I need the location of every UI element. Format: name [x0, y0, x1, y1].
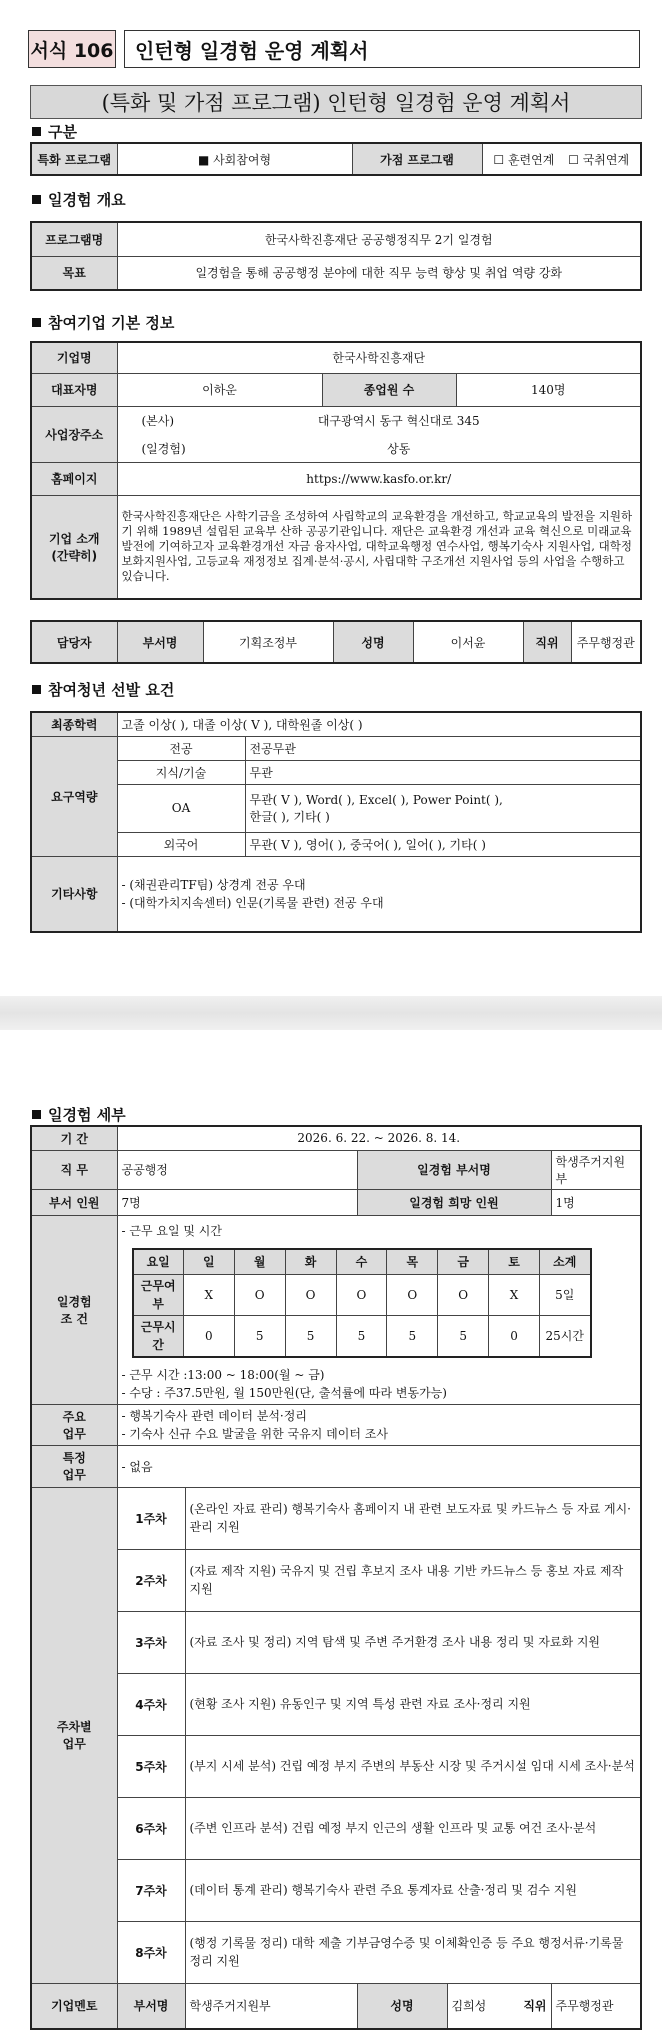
conditions-value: - 근무 요일 및 시간 요일 일 월 화 수 목 금 토 소계 근무여부 X O O O O O X 5일 근무시간 0 5 5 5 5 5 0 25시간 - 근무 시간 :13:00 ~ 18:00(월 ~ 금) - 수당 : 주37.5만원, 월 150만원(단, 출석률에 따라 변동가능): [117, 1215, 641, 1404]
weekly-task-row: [31, 1921, 641, 1983]
homepage-link[interactable]: https://www.kasfo.or.kr/: [117, 462, 641, 495]
etc-label: 기타사항: [31, 856, 117, 932]
page-2: [0, 1030, 662, 2017]
bonus-program-label: 가점 프로그램: [352, 143, 482, 175]
contact-position-value: 주무행정관: [571, 621, 641, 663]
site-label: (일경험): [141, 441, 186, 456]
weekly-task-row: [31, 1735, 641, 1797]
week-number: 8주차: [117, 1921, 185, 1983]
oa-value: 무관( V ), Word( ), Excel( ), Power Point( ), 한글( ), 기타( ): [245, 784, 641, 832]
skill-label: 지식/기술: [117, 760, 245, 784]
job-label: 직 무: [31, 1150, 117, 1189]
main-duty-label: 주요 업무: [31, 1404, 117, 1445]
desired-count-value: 1명: [551, 1189, 641, 1215]
site-address: 상동: [387, 441, 411, 456]
week-number: 2주차: [117, 1549, 185, 1611]
schedule-header-cell: 요일: [133, 1249, 184, 1275]
section-company: 참여기업 기본 정보: [32, 312, 174, 333]
detail-table: [30, 1125, 642, 2030]
etc-value: - (채권관리TF팀) 상경계 전공 우대 - (대학가치지속센터) 인문(기록물 관련) 전공 우대: [117, 856, 641, 932]
period-value: 2026. 6. 22. ~ 2026. 8. 14.: [117, 1126, 641, 1150]
section-selection: 참여청년 선발 요건: [32, 679, 174, 700]
homepage-label: 홈페이지: [31, 462, 117, 495]
language-value: 무관( V ), 영어( ), 중국어( ), 일어( ), 기타( ): [245, 832, 641, 856]
hq-label: (본사): [141, 413, 175, 428]
document-title: (특화 및 가점 프로그램) 인턴형 일경험 운영 계획서: [30, 85, 642, 119]
schedule-header-cell: 화: [285, 1249, 336, 1275]
schedule-header-cell: 수: [336, 1249, 387, 1275]
hq-address: 대구광역시 동구 혁신대로 345: [317, 413, 480, 428]
desired-count-label: 일경험 희망 인원: [357, 1189, 551, 1215]
week-number: 3주차: [117, 1611, 185, 1673]
program-name-label: 프로그램명: [31, 222, 117, 256]
job-value: 공공행정: [117, 1150, 357, 1189]
bullet-square-icon: [32, 1110, 41, 1119]
form-header: [28, 30, 640, 68]
week-number: 1주차: [117, 1487, 185, 1549]
schedule-header-cell: 목: [387, 1249, 438, 1275]
schedule-cell: O: [234, 1274, 285, 1315]
schedule-header-cell: 토: [489, 1249, 540, 1275]
company-name-value: 한국사학진흥재단: [117, 342, 641, 373]
company-intro-label: 기업 소개 (간략히): [31, 495, 117, 599]
selection-table: [30, 711, 642, 933]
bonus-program-options: [482, 143, 641, 175]
schedule-cell: X: [183, 1274, 234, 1315]
oa-label: OA: [117, 784, 245, 832]
week-task: (부지 시세 분석) 건립 예정 부지 주변의 부동산 시장 및 주거시설 임대 시세 조사·분석: [185, 1735, 641, 1797]
category-table: [30, 142, 642, 176]
company-intro-value: 한국사학진흥재단은 사학기금을 조성하여 사립학교의 교육환경을 개선하고, 학교교육의 발전을 지원하기 위해 1989년 설립된 교육부 산하 공공기관입니다. 재단은 교육환경 개선과 교육 혁신으로 미래교육 발전에 기여하고자 교육환경개선 자금 융자사업, 대학교육행정 연수사업, 행복기숙사 지원사업, 대학정보화지원사업, 고등교육 재정정보 집계·분석·공시, 사립대학 구조개선 지원사업 등의 사업을 수행하고 있습니다.: [117, 495, 641, 599]
skill-value: 무관: [245, 760, 641, 784]
bullet-square-icon: [32, 685, 41, 694]
form-number: 서식 106: [28, 30, 116, 68]
schedule-cell: O: [285, 1274, 336, 1315]
schedule-cell: 5: [234, 1315, 285, 1357]
employee-count-label: 종업원 수: [322, 373, 456, 406]
address-value: [117, 406, 641, 462]
competency-label: 요구역량: [31, 736, 117, 856]
mentor-dept-value: 학생주거지원부: [185, 1983, 357, 2029]
schedule-cell: 25시간: [540, 1315, 591, 1357]
goal-value: 일경험을 통해 공공행정 분야에 대한 직무 능력 향상 및 취업 역량 강화: [117, 256, 641, 290]
period-label: 기 간: [31, 1126, 117, 1150]
schedule-cell: 0: [183, 1315, 234, 1357]
schedule-row-label: 근무여부: [133, 1274, 184, 1315]
week-task: (온라인 자료 관리) 행복기숙사 홈페이지 내 관련 보도자료 및 카드뉴스 등 자료 게시·관리 지원: [185, 1487, 641, 1549]
schedule-cell: 5일: [540, 1274, 591, 1315]
staff-label: 부서 인원: [31, 1189, 117, 1215]
address-label: 사업장주소: [31, 406, 117, 462]
language-label: 외국어: [117, 832, 245, 856]
schedule-header-cell: 월: [234, 1249, 285, 1275]
week-task: (현황 조사 지원) 유동인구 및 지역 특성 관련 자료 조사·정리 지원: [185, 1673, 641, 1735]
schedule-table: [132, 1248, 592, 1358]
schedule-cell: O: [438, 1274, 489, 1315]
bullet-square-icon: [32, 127, 41, 136]
week-task: (데이터 통계 관리) 행복기숙사 관련 주요 통계자료 산출·정리 및 검수 지원: [185, 1859, 641, 1921]
conditions-label: 일경험 조 건: [31, 1215, 117, 1404]
special-duty-label: 특정 업무: [31, 1445, 117, 1487]
section-detail: 일경험 세부: [32, 1104, 126, 1125]
option-employment: ☐ 국취연계: [568, 152, 630, 167]
staff-value: 7명: [117, 1189, 357, 1215]
week-number: 4주차: [117, 1673, 185, 1735]
major-label: 전공: [117, 736, 245, 760]
contact-name-value: 이서윤: [413, 621, 523, 663]
ceo-value: 이하운: [117, 373, 322, 406]
work-dept-value: 학생주거지원부: [551, 1150, 641, 1189]
program-name-value: 한국사학진흥재단 공공행정직무 2기 일경험: [117, 222, 641, 256]
education-label: 최종학력: [31, 712, 117, 736]
schedule-cell: O: [336, 1274, 387, 1315]
goal-label: 목표: [31, 256, 117, 290]
bullet-square-icon: [32, 195, 41, 204]
contact-label: 담당자: [31, 621, 117, 663]
weekly-task-row: [31, 1487, 641, 1549]
contact-dept-label: 부서명: [117, 621, 203, 663]
week-number: 6주차: [117, 1797, 185, 1859]
mentor-position-label: 직위: [523, 1999, 547, 2014]
page-1: [0, 0, 662, 996]
schedule-cell: X: [489, 1274, 540, 1315]
week-number: 7주차: [117, 1859, 185, 1921]
main-duty-value: - 행복기숙사 관련 데이터 분석·정리 - 기숙사 신규 수요 발굴을 위한 국유지 데이터 조사: [117, 1404, 641, 1445]
week-task: (자료 제작 지원) 국유지 및 건립 후보지 조사 내용 기반 카드뉴스 등 홍보 자료 제작 지원: [185, 1549, 641, 1611]
contact-position-label: 직위: [523, 621, 571, 663]
week-task: (주변 인프라 분석) 건립 예정 부지 인근의 생활 인프라 및 교통 여건 조사·분석: [185, 1797, 641, 1859]
form-title: 인턴형 일경험 운영 계획서: [124, 30, 640, 68]
schedule-cell: 5: [285, 1315, 336, 1357]
major-value: 전공무관: [245, 736, 641, 760]
ceo-label: 대표자명: [31, 373, 117, 406]
company-table: [30, 341, 642, 600]
bullet-square-icon: [32, 318, 41, 327]
employee-count-value: 140명: [456, 373, 641, 406]
work-hours: - 근무 시간 :13:00 ~ 18:00(월 ~ 금): [121, 1367, 325, 1382]
mentor-position-value: 주무행정관: [551, 1983, 641, 2029]
schedule-header-cell: 금: [438, 1249, 489, 1275]
week-task: (자료 조사 및 정리) 지역 탐색 및 주변 주거환경 조사 내용 정리 및 자료화 지원: [185, 1611, 641, 1673]
mentor-dept-label: 부서명: [117, 1983, 185, 2029]
option-training: ☐ 훈련연계: [493, 152, 555, 167]
mentor-label: 기업멘토: [31, 1983, 117, 2029]
contact-name-label: 성명: [333, 621, 413, 663]
weekly-task-row: [31, 1611, 641, 1673]
schedule-cell: 5: [387, 1315, 438, 1357]
section-category: 구분: [32, 121, 77, 142]
weekly-task-row: [31, 1797, 641, 1859]
weekly-duty-label: 주차별 업무: [31, 1487, 117, 1983]
schedule-header-cell: 소계: [540, 1249, 591, 1275]
contact-table: [30, 620, 642, 664]
page-separator: [0, 996, 662, 1030]
schedule-cell: 0: [489, 1315, 540, 1357]
work-dept-label: 일경험 부서명: [357, 1150, 551, 1189]
special-duty-value: - 없음: [117, 1445, 641, 1487]
education-value: 고졸 이상( ), 대졸 이상( V ), 대학원졸 이상( ): [117, 712, 641, 736]
special-program-label: 특화 프로그램: [31, 143, 117, 175]
overview-table: [30, 221, 642, 291]
mentor-name-label: 성명: [357, 1983, 447, 2029]
week-number: 5주차: [117, 1735, 185, 1797]
company-name-label: 기업명: [31, 342, 117, 373]
contact-dept-value: 기획조정부: [203, 621, 333, 663]
schedule-cell: 5: [336, 1315, 387, 1357]
mentor-name-value: 김희성 직위: [447, 1983, 551, 2029]
weekly-task-row: [31, 1549, 641, 1611]
schedule-row-label: 근무시간: [133, 1315, 184, 1357]
schedule-cell: 5: [438, 1315, 489, 1357]
special-program-value: ■ 사회참여형: [117, 143, 352, 175]
week-task: (행정 기록물 정리) 대학 제출 기부금영수증 및 이체확인증 등 주요 행정서류·기록물 정리 지원: [185, 1921, 641, 1983]
allowance: - 수당 : 주37.5만원, 월 150만원(단, 출석률에 따라 변동가능): [121, 1385, 447, 1400]
schedule-cell: O: [387, 1274, 438, 1315]
section-overview: 일경험 개요: [32, 189, 126, 210]
weekly-task-row: [31, 1859, 641, 1921]
schedule-header-cell: 일: [183, 1249, 234, 1275]
weekly-task-row: [31, 1673, 641, 1735]
